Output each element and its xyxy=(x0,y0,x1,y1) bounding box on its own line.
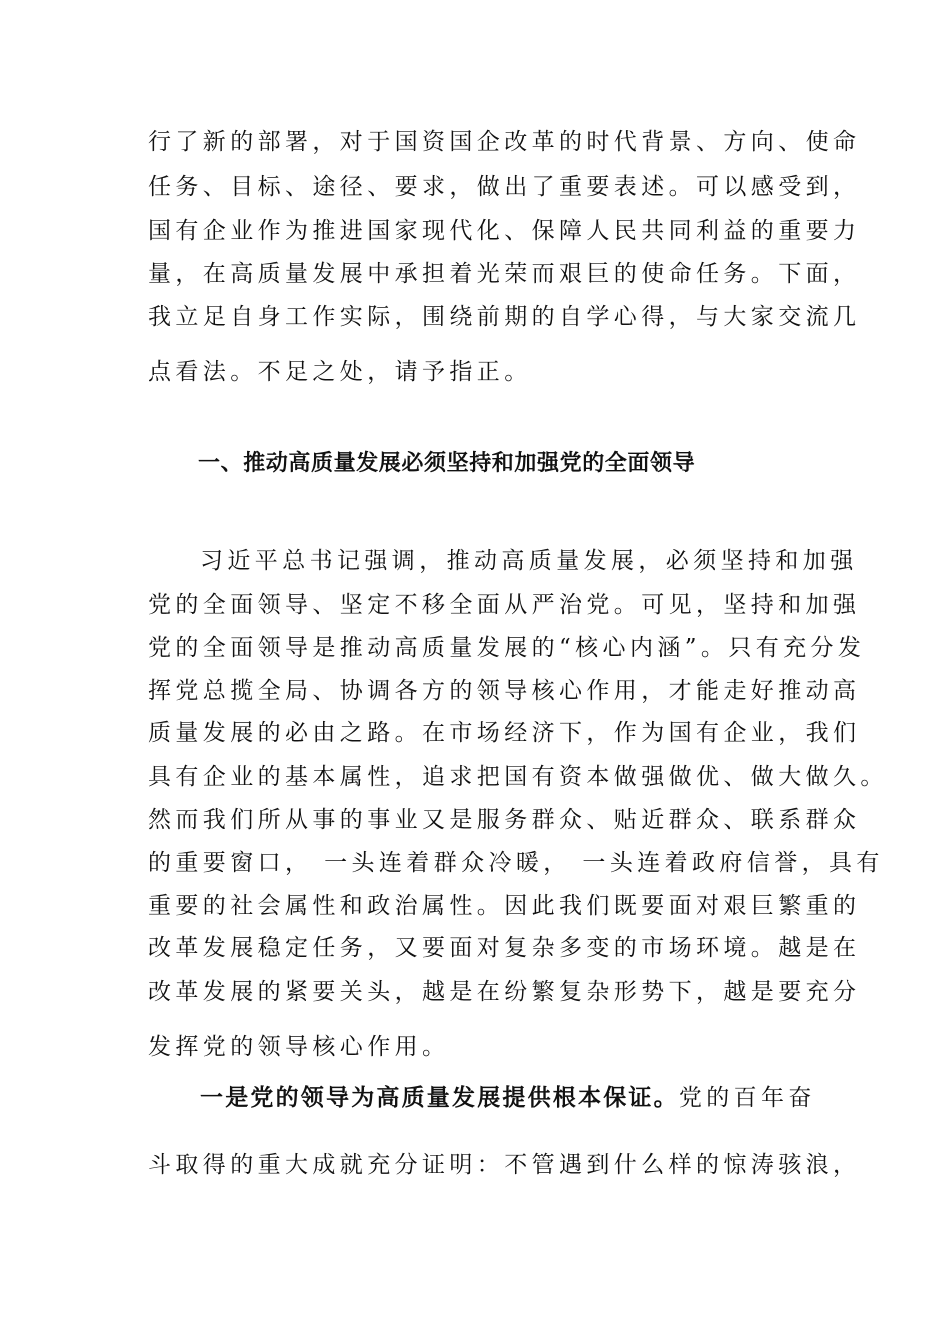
intro-line-3: 国有企业作为推进国家现代化、保障人民共同利益的重要力 xyxy=(148,218,861,244)
body-line-2: 党的全面领导、坚定不移全面从严治党。可见，坚持和加强 xyxy=(148,592,861,618)
body-line-5: 质量发展的必由之路。在市场经济下，作为国有企业，我们 xyxy=(148,720,861,746)
point-one-line-1 xyxy=(200,1083,816,1113)
intro-line-6: 点看法。不足之处，请予指正。 xyxy=(148,359,532,385)
intro-line-2: 任务、目标、途径、要求，做出了重要表述。可以感受到， xyxy=(148,174,861,200)
intro-line-4: 量，在高质量发展中承担着光荣而艰巨的使命任务。下面， xyxy=(148,261,861,287)
body-line-10: 改革发展稳定任务，又要面对复杂多变的市场环境。越是在 xyxy=(148,935,861,961)
body-line-8: 的重要窗口， 一头连着群众冷暖， 一头连着政府信誉，具有 xyxy=(148,850,884,876)
body-line-1: 习近平总书记强调，推动高质量发展，必须坚持和加强 xyxy=(200,548,858,574)
body-line-4: 挥党总揽全局、协调各方的领导核心作用，才能走好推动高 xyxy=(148,678,861,704)
point-one-line-2: 斗取得的重大成就充分证明：不管遇到什么样的惊涛骇浪， xyxy=(148,1152,861,1178)
body-line-11: 改革发展的紧要关头，越是在纷繁复杂形势下，越是要充分 xyxy=(148,979,861,1005)
intro-line-1: 行了新的部署，对于国资国企改革的时代背景、方向、使命 xyxy=(148,129,861,155)
body-line-9: 重要的社会属性和政治属性。因此我们既要面对艰巨繁重的 xyxy=(148,893,861,919)
body-line-3: 党的全面领导是推动高质量发展的“核心内涵”。只有充分发 xyxy=(148,635,866,661)
body-line-12: 发挥党的领导核心作用。 xyxy=(148,1034,450,1060)
body-line-7: 然而我们所从事的事业又是服务群众、贴近群众、联系群众 xyxy=(148,807,861,833)
section-heading: 一、推动高质量发展必须坚持和加强党的全面领导 xyxy=(198,451,696,476)
point-one-rest: 党的百年奋 xyxy=(678,1085,816,1111)
point-one-lead: 一是党的领导为高质量发展提供根本保证。 xyxy=(200,1085,679,1111)
intro-line-5: 我立足自身工作实际，围绕前期的自学心得，与大家交流几 xyxy=(148,304,861,330)
body-line-6: 具有企业的基本属性，追求把国有资本做强做优、做大做久。 xyxy=(148,764,888,790)
